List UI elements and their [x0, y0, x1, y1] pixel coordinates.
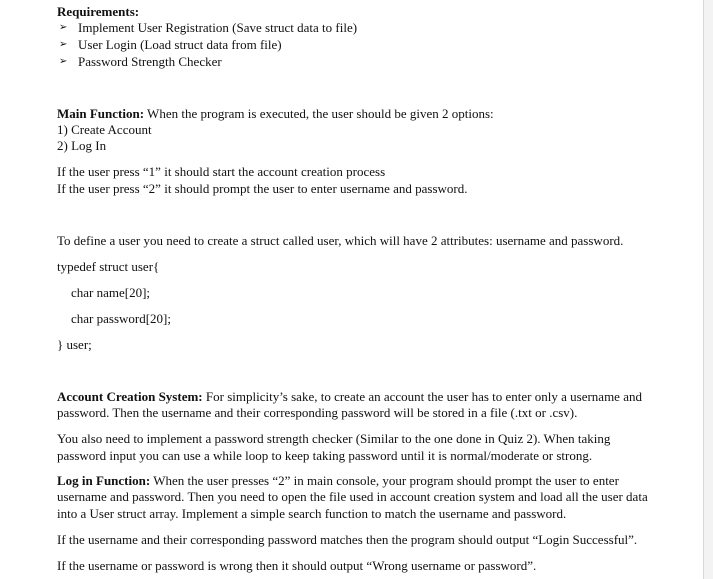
arrow-bullet-icon: ➢ — [59, 22, 68, 33]
account-creation-text: For simplicity’s sake, to create an account the user has to enter only a username and — [202, 389, 642, 404]
page-gutter — [704, 0, 713, 579]
press-2-line: If the user press “2” it should prompt the user to enter username and password. — [57, 181, 468, 196]
requirement-item: User Login (Load struct data from file) — [78, 37, 282, 52]
login-function-line: username and password. Then you need to open the file used in account creation system and load all the user data — [57, 489, 648, 504]
password-checker-line: You also need to implement a password strength checker (Similar to the one done in Quiz 2). When taking — [57, 431, 611, 446]
code-line: typedef struct user{ — [57, 259, 160, 274]
account-creation-label: Account Creation System: — [57, 389, 203, 404]
arrow-bullet-icon: ➢ — [59, 56, 68, 67]
login-success-line: If the username and their corresponding password matches then the program should output “Login Successful”. — [57, 532, 638, 547]
main-function-text: When the program is executed, the user should be given 2 options: — [144, 106, 494, 121]
requirements-heading: Requirements: — [57, 4, 140, 19]
press-1-line: If the user press “1” it should start the account creation process — [57, 164, 386, 179]
account-creation-line: password. Then the username and their corresponding password will be stored in a file (.txt or .csv). — [57, 405, 578, 420]
arrow-bullet-icon: ➢ — [59, 39, 68, 50]
requirement-item: Password Strength Checker — [78, 54, 222, 69]
main-function-paragraph — [57, 106, 494, 122]
login-function-line: into a User struct array. Implement a simple search function to match the username and password. — [57, 506, 567, 521]
requirement-item: Implement User Registration (Save struct data to file) — [78, 20, 358, 35]
code-line: char name[20]; — [71, 285, 151, 300]
account-creation-paragraph — [57, 389, 642, 405]
option-create-account: 1) Create Account — [57, 122, 152, 137]
login-function-text: When the user presses “2” in main console, your program should prompt the user to enter — [150, 473, 619, 488]
login-function-label: Log in Function: — [57, 473, 151, 488]
struct-intro: To define a user you need to create a struct called user, which will have 2 attributes: username and password. — [57, 233, 624, 248]
login-failure-line: If the username or password is wrong then it should output “Wrong username or password”. — [57, 558, 537, 573]
code-line: char password[20]; — [71, 311, 171, 326]
password-checker-line: password input you can use a while loop to keep taking password until it is normal/moderate or strong. — [57, 448, 593, 463]
option-log-in: 2) Log In — [57, 138, 107, 153]
main-function-label: Main Function: — [57, 106, 145, 121]
code-line: } user; — [57, 337, 92, 352]
login-function-paragraph — [57, 473, 619, 489]
